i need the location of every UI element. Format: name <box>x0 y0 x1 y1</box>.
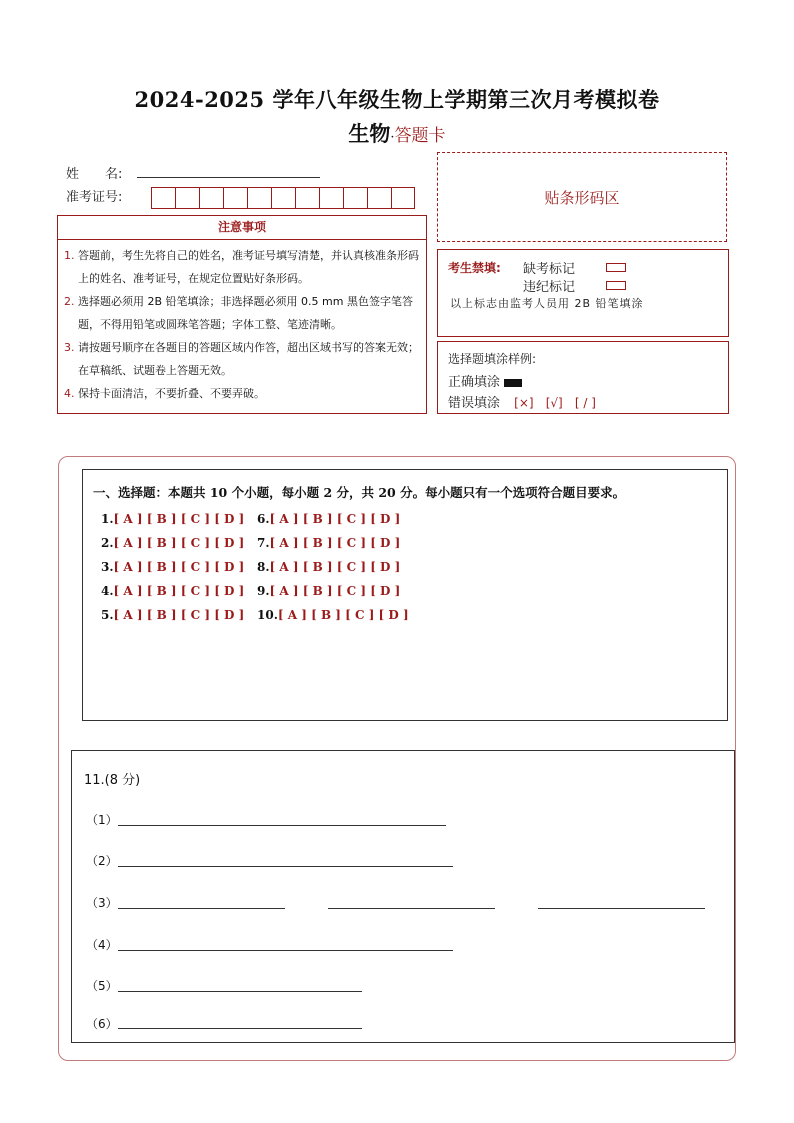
notice-item <box>64 336 420 382</box>
choice-question-1[interactable] <box>101 512 244 526</box>
id-digit-box[interactable] <box>319 187 343 209</box>
id-digit-box[interactable] <box>391 187 415 209</box>
choice-question-6[interactable] <box>257 512 400 526</box>
answer-line-5[interactable] <box>118 991 362 992</box>
subject-title <box>0 118 794 148</box>
page-title: 2024-2025 学年八年级生物上学期第三次月考模拟卷 <box>134 87 660 112</box>
correct-fill-label: 正确填涂 <box>448 375 501 390</box>
answer-options[interactable]: [ A ] [ B ] [ C ] [ D ] <box>277 608 409 622</box>
notice-text: 答题前，考生先将自己的姓名，准考证号填写清楚，并认真核准条形码上的姓名、准考证号，在规定位置贴好条形码。 <box>78 249 419 285</box>
subquestion-label: （4） <box>86 938 118 952</box>
choice-question-5[interactable] <box>101 608 244 622</box>
question-number: 4. <box>101 584 114 598</box>
id-digit-box[interactable] <box>199 187 223 209</box>
absent-mark-row <box>523 258 575 277</box>
answer-line-6[interactable] <box>118 1028 362 1029</box>
id-digit-box[interactable] <box>175 187 199 209</box>
notice-text: 保持卡面清洁，不要折叠、不要弄破。 <box>78 387 265 400</box>
barcode-area <box>437 152 727 242</box>
violation-mark-row <box>523 276 575 295</box>
choice-question-4[interactable] <box>101 584 244 598</box>
choice-section <box>82 469 728 721</box>
subject-name: 生物 <box>348 121 391 146</box>
absent-mark-box[interactable] <box>606 263 626 272</box>
choice-question-9[interactable] <box>257 584 400 598</box>
notice-text: 选择题必须用 2B 铅笔填涂；非选择题必须用 0.5 mm 黑色签字笔答题，不得用铅笔或圆珠笔答题；字体工整、笔迹清晰。 <box>78 295 413 331</box>
id-digit-box[interactable] <box>295 187 319 209</box>
question-number: 3. <box>101 560 114 574</box>
answer-options[interactable]: [ A ] [ B ] [ C ] [ D ] <box>113 512 245 526</box>
violation-label: 违纪标记 <box>523 280 576 295</box>
question-number: 7. <box>257 536 270 550</box>
question-number: 8. <box>257 560 270 574</box>
wrong-mark-check: [√] <box>545 396 563 410</box>
subquestion-label: （5） <box>86 979 118 993</box>
notice-item <box>64 244 420 290</box>
notice-num: 4. <box>64 387 75 400</box>
answer-options[interactable]: [ A ] [ B ] [ C ] [ D ] <box>269 536 401 550</box>
question-number: 9. <box>257 584 270 598</box>
answer-options[interactable]: [ A ] [ B ] [ C ] [ D ] <box>269 560 401 574</box>
question-number: 1. <box>101 512 114 526</box>
question-number: 6. <box>257 512 270 526</box>
choice-question-10[interactable] <box>257 608 409 622</box>
notice-box <box>57 215 427 414</box>
id-digit-box[interactable] <box>151 187 175 209</box>
notice-heading: 注意事项 <box>58 216 426 240</box>
answer-options[interactable]: [ A ] [ B ] [ C ] [ D ] <box>269 512 401 526</box>
fill-sample-title: 选择题填涂样例: <box>448 352 537 366</box>
notice-num: 3. <box>64 341 75 354</box>
name-input-line[interactable] <box>137 177 320 178</box>
answer-line-3a[interactable] <box>118 908 285 909</box>
wrong-fill-row <box>448 392 596 411</box>
violation-mark-box[interactable] <box>606 281 626 290</box>
choice-question-8[interactable] <box>257 560 400 574</box>
fill-sample-box <box>437 341 729 414</box>
question-number: 10. <box>257 608 278 622</box>
barcode-label: 贴条形码区 <box>544 188 620 207</box>
choice-section-title: 一、选择题：本题共 10 个小题，每小题 2 分，共 20 分。每小题只有一个选项符合题目要求。 <box>93 485 626 500</box>
choice-question-3[interactable] <box>101 560 244 574</box>
question-11-section <box>71 750 735 1043</box>
notice-item <box>64 290 420 336</box>
wrong-mark-cross: [×] <box>514 396 534 410</box>
notice-item <box>64 382 420 405</box>
choice-question-2[interactable] <box>101 536 244 550</box>
id-digit-box[interactable] <box>343 187 367 209</box>
subquestion-label: （2） <box>86 854 118 868</box>
answer-options[interactable]: [ A ] [ B ] [ C ] [ D ] <box>113 608 245 622</box>
choice-question-7[interactable] <box>257 536 400 550</box>
id-digit-box[interactable] <box>367 187 391 209</box>
question-11-title: 11.(8 分) <box>84 773 141 788</box>
answer-line-3c[interactable] <box>538 908 705 909</box>
title-dot: · <box>390 130 395 145</box>
subquestion-label: （3） <box>86 896 118 910</box>
wrong-mark-slash: [ / ] <box>574 396 596 410</box>
id-digit-box[interactable] <box>247 187 271 209</box>
question-number: 2. <box>101 536 114 550</box>
subquestion-label: （6） <box>86 1017 118 1031</box>
answer-options[interactable]: [ A ] [ B ] [ C ] [ D ] <box>113 560 245 574</box>
answer-line-2[interactable] <box>118 866 453 867</box>
exam-id-boxes[interactable] <box>151 187 415 209</box>
notice-num: 2. <box>64 295 75 308</box>
answer-line-4[interactable] <box>118 950 453 951</box>
subquestion-label: （1） <box>86 813 118 827</box>
absent-label: 缺考标记 <box>523 262 576 277</box>
answer-options[interactable]: [ A ] [ B ] [ C ] [ D ] <box>113 536 245 550</box>
card-label: 答题卡 <box>394 126 446 146</box>
answer-options[interactable]: [ A ] [ B ] [ C ] [ D ] <box>113 584 245 598</box>
name-label: 姓 名: <box>66 167 123 182</box>
id-label: 准考证号: <box>66 190 123 205</box>
id-digit-box[interactable] <box>271 187 295 209</box>
answer-options[interactable]: [ A ] [ B ] [ C ] [ D ] <box>269 584 401 598</box>
correct-fill-row <box>448 371 522 390</box>
notice-text: 请按题号顺序在各题目的答题区域内作答，超出区域书写的答案无效；在草稿纸、试题卷上答题无效。 <box>78 341 419 377</box>
answer-line-3b[interactable] <box>328 908 495 909</box>
notice-num: 1. <box>64 249 75 262</box>
answer-line-1[interactable] <box>118 825 446 826</box>
wrong-fill-label: 错误填涂 <box>448 396 501 411</box>
proctor-marks-box <box>437 249 729 337</box>
id-digit-box[interactable] <box>223 187 247 209</box>
question-number: 5. <box>101 608 114 622</box>
proctor-note: 以上标志由监考人员用 2B 铅笔填涂 <box>450 297 644 310</box>
proctor-title: 考生禁填: <box>448 261 501 275</box>
filled-mark-icon <box>504 379 522 387</box>
